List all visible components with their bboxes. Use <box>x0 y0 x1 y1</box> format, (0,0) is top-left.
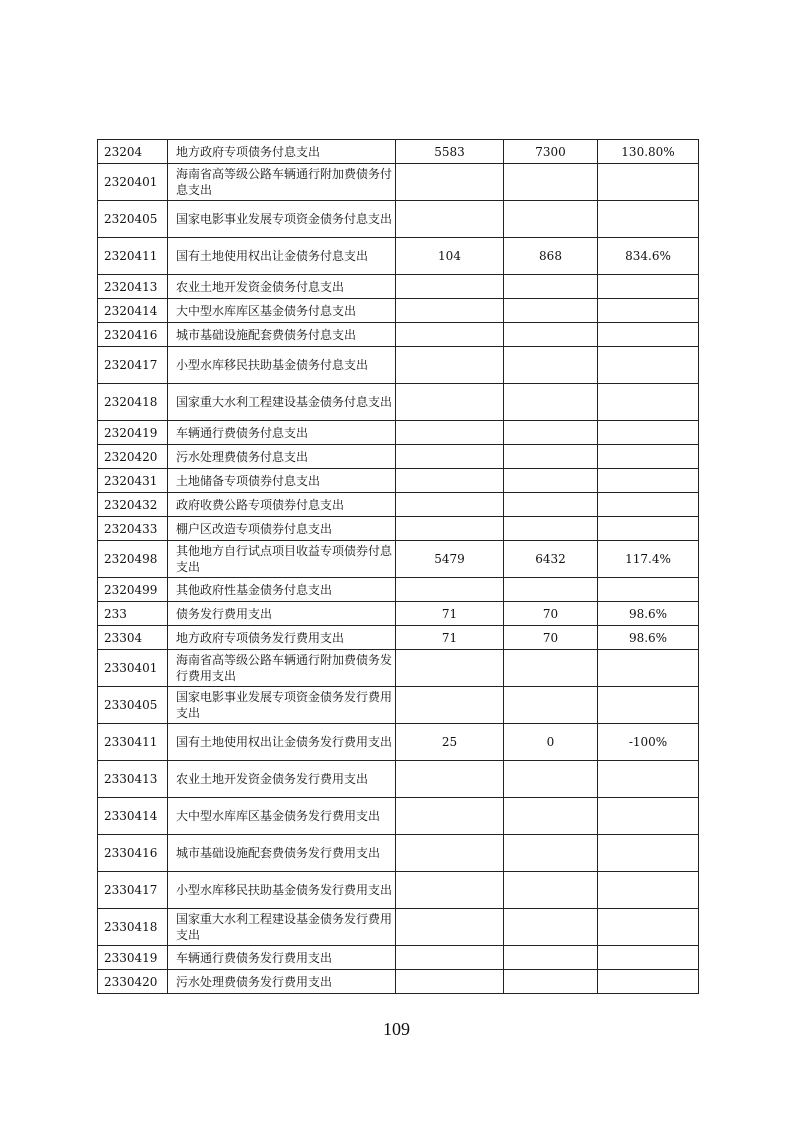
row-value-3 <box>598 835 699 872</box>
row-value-3 <box>598 798 699 835</box>
row-code: 2320401 <box>98 164 168 201</box>
row-value-2 <box>504 835 598 872</box>
row-name: 国有土地使用权出让金债务付息支出 <box>168 238 396 275</box>
row-value-1 <box>396 323 504 347</box>
table-row <box>98 517 699 541</box>
row-value-2: 6432 <box>504 541 598 578</box>
table-row <box>98 164 699 201</box>
table-row <box>98 650 699 687</box>
row-value-3 <box>598 347 699 384</box>
row-name: 国家电影事业发展专项资金债务发行费用支出 <box>168 687 396 724</box>
row-value-3: -100% <box>598 724 699 761</box>
row-name: 小型水库移民扶助基金债务发行费用支出 <box>168 872 396 909</box>
row-value-3 <box>598 578 699 602</box>
row-value-2 <box>504 909 598 946</box>
row-value-2 <box>504 872 598 909</box>
row-value-3 <box>598 687 699 724</box>
row-name: 政府收费公路专项债券付息支出 <box>168 493 396 517</box>
row-name: 农业土地开发资金债务发行费用支出 <box>168 761 396 798</box>
row-value-2 <box>504 650 598 687</box>
row-code: 2330401 <box>98 650 168 687</box>
row-value-1 <box>396 909 504 946</box>
row-value-1 <box>396 517 504 541</box>
row-value-1: 5583 <box>396 140 504 164</box>
row-name: 城市基础设施配套费债务发行费用支出 <box>168 835 396 872</box>
row-name: 棚户区改造专项债券付息支出 <box>168 517 396 541</box>
row-value-3: 98.6% <box>598 602 699 626</box>
row-name: 农业土地开发资金债务付息支出 <box>168 275 396 299</box>
table-row <box>98 626 699 650</box>
row-name: 国有土地使用权出让金债务发行费用支出 <box>168 724 396 761</box>
row-value-1 <box>396 970 504 994</box>
table-row <box>98 299 699 323</box>
row-value-2 <box>504 299 598 323</box>
row-value-2 <box>504 384 598 421</box>
row-value-2: 7300 <box>504 140 598 164</box>
row-name: 地方政府专项债务发行费用支出 <box>168 626 396 650</box>
table-row <box>98 384 699 421</box>
row-value-1: 71 <box>396 626 504 650</box>
row-value-2 <box>504 421 598 445</box>
row-value-2 <box>504 946 598 970</box>
row-value-2 <box>504 164 598 201</box>
row-value-2 <box>504 469 598 493</box>
table-row <box>98 578 699 602</box>
row-value-3 <box>598 275 699 299</box>
table-row <box>98 347 699 384</box>
row-code: 2330413 <box>98 761 168 798</box>
row-value-1 <box>396 798 504 835</box>
table-row <box>98 946 699 970</box>
row-code: 233 <box>98 602 168 626</box>
row-value-2 <box>504 347 598 384</box>
row-code: 2330405 <box>98 687 168 724</box>
row-value-1 <box>396 275 504 299</box>
row-code: 2330419 <box>98 946 168 970</box>
row-value-3 <box>598 761 699 798</box>
table-row <box>98 323 699 347</box>
row-code: 2330420 <box>98 970 168 994</box>
row-value-2 <box>504 201 598 238</box>
row-value-1 <box>396 299 504 323</box>
row-code: 23204 <box>98 140 168 164</box>
row-value-3 <box>598 469 699 493</box>
row-code: 2320419 <box>98 421 168 445</box>
row-name: 污水处理费债务发行费用支出 <box>168 970 396 994</box>
row-value-1 <box>396 469 504 493</box>
row-name: 海南省高等级公路车辆通行附加费债务发行费用支出 <box>168 650 396 687</box>
row-value-3 <box>598 493 699 517</box>
table-row <box>98 970 699 994</box>
row-value-1: 71 <box>396 602 504 626</box>
row-code: 2330417 <box>98 872 168 909</box>
row-value-1 <box>396 650 504 687</box>
row-value-3 <box>598 323 699 347</box>
row-code: 2320411 <box>98 238 168 275</box>
table-row <box>98 909 699 946</box>
row-code: 2320499 <box>98 578 168 602</box>
table-row <box>98 835 699 872</box>
table-row <box>98 445 699 469</box>
row-name: 车辆通行费债务发行费用支出 <box>168 946 396 970</box>
table-row <box>98 421 699 445</box>
row-value-2 <box>504 761 598 798</box>
table-row <box>98 140 699 164</box>
row-value-1: 104 <box>396 238 504 275</box>
table-row <box>98 761 699 798</box>
row-value-3: 834.6% <box>598 238 699 275</box>
row-name: 土地储备专项债券付息支出 <box>168 469 396 493</box>
row-value-2 <box>504 687 598 724</box>
row-value-1 <box>396 164 504 201</box>
row-value-2 <box>504 970 598 994</box>
row-name: 小型水库移民扶助基金债务付息支出 <box>168 347 396 384</box>
table-row <box>98 275 699 299</box>
row-value-2: 868 <box>504 238 598 275</box>
row-code: 2330416 <box>98 835 168 872</box>
row-value-2: 70 <box>504 602 598 626</box>
row-code: 2330418 <box>98 909 168 946</box>
row-value-3 <box>598 970 699 994</box>
row-value-3 <box>598 946 699 970</box>
row-code: 2320418 <box>98 384 168 421</box>
row-value-3: 117.4% <box>598 541 699 578</box>
row-value-2 <box>504 493 598 517</box>
row-value-2: 0 <box>504 724 598 761</box>
budget-table <box>97 139 699 994</box>
row-name: 海南省高等级公路车辆通行附加费债务付息支出 <box>168 164 396 201</box>
page-number: 109 <box>383 1019 410 1039</box>
table-row <box>98 798 699 835</box>
row-value-1 <box>396 384 504 421</box>
row-code: 2320432 <box>98 493 168 517</box>
row-value-1 <box>396 201 504 238</box>
row-code: 2330411 <box>98 724 168 761</box>
row-name: 大中型水库库区基金债务发行费用支出 <box>168 798 396 835</box>
row-name: 车辆通行费债务付息支出 <box>168 421 396 445</box>
row-code: 2320420 <box>98 445 168 469</box>
row-code: 2320416 <box>98 323 168 347</box>
row-value-3 <box>598 650 699 687</box>
row-value-1 <box>396 493 504 517</box>
row-code: 2330414 <box>98 798 168 835</box>
row-value-1: 25 <box>396 724 504 761</box>
row-value-1 <box>396 421 504 445</box>
table-row <box>98 724 699 761</box>
row-value-3 <box>598 909 699 946</box>
row-value-1 <box>396 761 504 798</box>
row-value-1 <box>396 445 504 469</box>
row-value-3 <box>598 201 699 238</box>
row-code: 2320498 <box>98 541 168 578</box>
row-code: 2320414 <box>98 299 168 323</box>
row-name: 国家电影事业发展专项资金债务付息支出 <box>168 201 396 238</box>
table-row <box>98 602 699 626</box>
table-row <box>98 541 699 578</box>
row-name: 其他政府性基金债务付息支出 <box>168 578 396 602</box>
row-name: 大中型水库库区基金债务付息支出 <box>168 299 396 323</box>
row-code: 2320431 <box>98 469 168 493</box>
row-value-1 <box>396 347 504 384</box>
row-value-3 <box>598 445 699 469</box>
row-name: 城市基础设施配套费债务付息支出 <box>168 323 396 347</box>
row-code: 2320405 <box>98 201 168 238</box>
row-value-3: 98.6% <box>598 626 699 650</box>
row-name: 国家重大水利工程建设基金债务付息支出 <box>168 384 396 421</box>
row-value-3 <box>598 872 699 909</box>
table-row <box>98 238 699 275</box>
table-row <box>98 687 699 724</box>
row-code: 2320413 <box>98 275 168 299</box>
row-value-1 <box>396 835 504 872</box>
row-value-2 <box>504 445 598 469</box>
row-value-1 <box>396 687 504 724</box>
row-value-2 <box>504 578 598 602</box>
row-value-3 <box>598 384 699 421</box>
row-value-1 <box>396 946 504 970</box>
row-name: 国家重大水利工程建设基金债务发行费用支出 <box>168 909 396 946</box>
row-value-2 <box>504 275 598 299</box>
row-value-1 <box>396 578 504 602</box>
row-value-2 <box>504 517 598 541</box>
table-row <box>98 493 699 517</box>
row-value-3 <box>598 421 699 445</box>
row-value-3 <box>598 299 699 323</box>
row-name: 其他地方自行试点项目收益专项债券付息支出 <box>168 541 396 578</box>
row-value-3 <box>598 517 699 541</box>
row-name: 债务发行费用支出 <box>168 602 396 626</box>
row-value-2: 70 <box>504 626 598 650</box>
table-row <box>98 469 699 493</box>
row-name: 污水处理费债务付息支出 <box>168 445 396 469</box>
row-value-2 <box>504 323 598 347</box>
row-code: 23304 <box>98 626 168 650</box>
table-row <box>98 201 699 238</box>
row-value-1: 5479 <box>396 541 504 578</box>
row-value-2 <box>504 798 598 835</box>
row-code: 2320433 <box>98 517 168 541</box>
row-value-1 <box>396 872 504 909</box>
row-value-3 <box>598 164 699 201</box>
row-code: 2320417 <box>98 347 168 384</box>
row-name: 地方政府专项债务付息支出 <box>168 140 396 164</box>
row-value-3: 130.80% <box>598 140 699 164</box>
table-row <box>98 872 699 909</box>
